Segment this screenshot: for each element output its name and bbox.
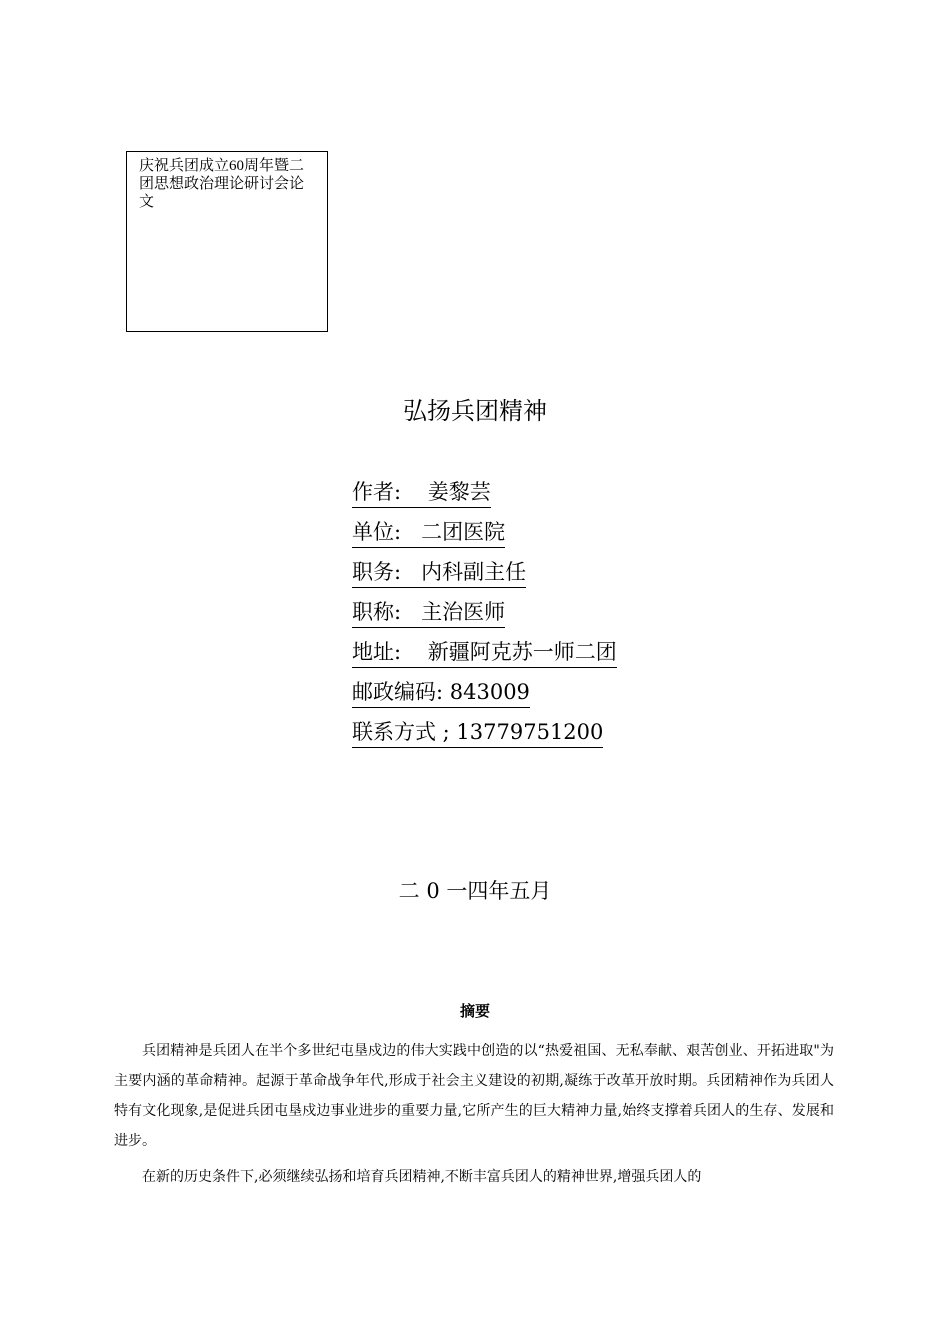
contact-line <box>352 714 617 754</box>
abstract-body <box>114 1036 834 1198</box>
unit-text: 单位: 二团医院 <box>352 517 505 548</box>
position-line <box>352 554 617 594</box>
postcode-text: 邮政编码: 843009 <box>352 677 530 708</box>
author-line <box>352 474 617 514</box>
author-info-block <box>352 474 617 754</box>
contact-text: 联系方式 ; 13779751200 <box>352 717 603 748</box>
postcode-line <box>352 674 617 714</box>
unit-line <box>352 514 617 554</box>
page-title: 弘扬兵团精神 <box>403 397 547 425</box>
abstract-paragraph: 在新的历史条件下,必须继续弘扬和培育兵团精神,不断丰富兵团人的精神世界,增强兵团人的 <box>142 1169 702 1185</box>
position-text: 职务: 内科副主任 <box>352 557 526 588</box>
address-text: 地址: 新疆阿克苏一师二团 <box>352 637 617 668</box>
abstract-paragraph: 兵团精神是兵团人在半个多世纪屯垦戍边的伟大实践中创造的以“热爱祖国、无私奉献、艰苦创业、开拓进取"为主要内涵的革命精神。起源于革命战争年代,形成于社会主义建设的初期,凝练于改革开放时期。兵团精神作为兵团人特有文化现象,是促进兵团屯垦戍边事业进步的重要力量,它所产生的巨大精神力量,始终支撑着兵团人的生存、发展和进步。 <box>114 1043 834 1149</box>
address-line <box>352 634 617 674</box>
title-rank-line <box>352 594 617 634</box>
date-line: 二 0 一四年五月 <box>398 879 552 903</box>
topic-box-text: 庆祝兵团成立60周年暨二团思想政治理论研讨会论文 <box>139 158 305 210</box>
title-rank-text: 职称: 主治医师 <box>352 597 505 628</box>
abstract-heading: 摘要 <box>459 1002 490 1020</box>
topic-box <box>126 151 328 332</box>
author-text: 作者: 姜黎芸 <box>352 477 491 508</box>
